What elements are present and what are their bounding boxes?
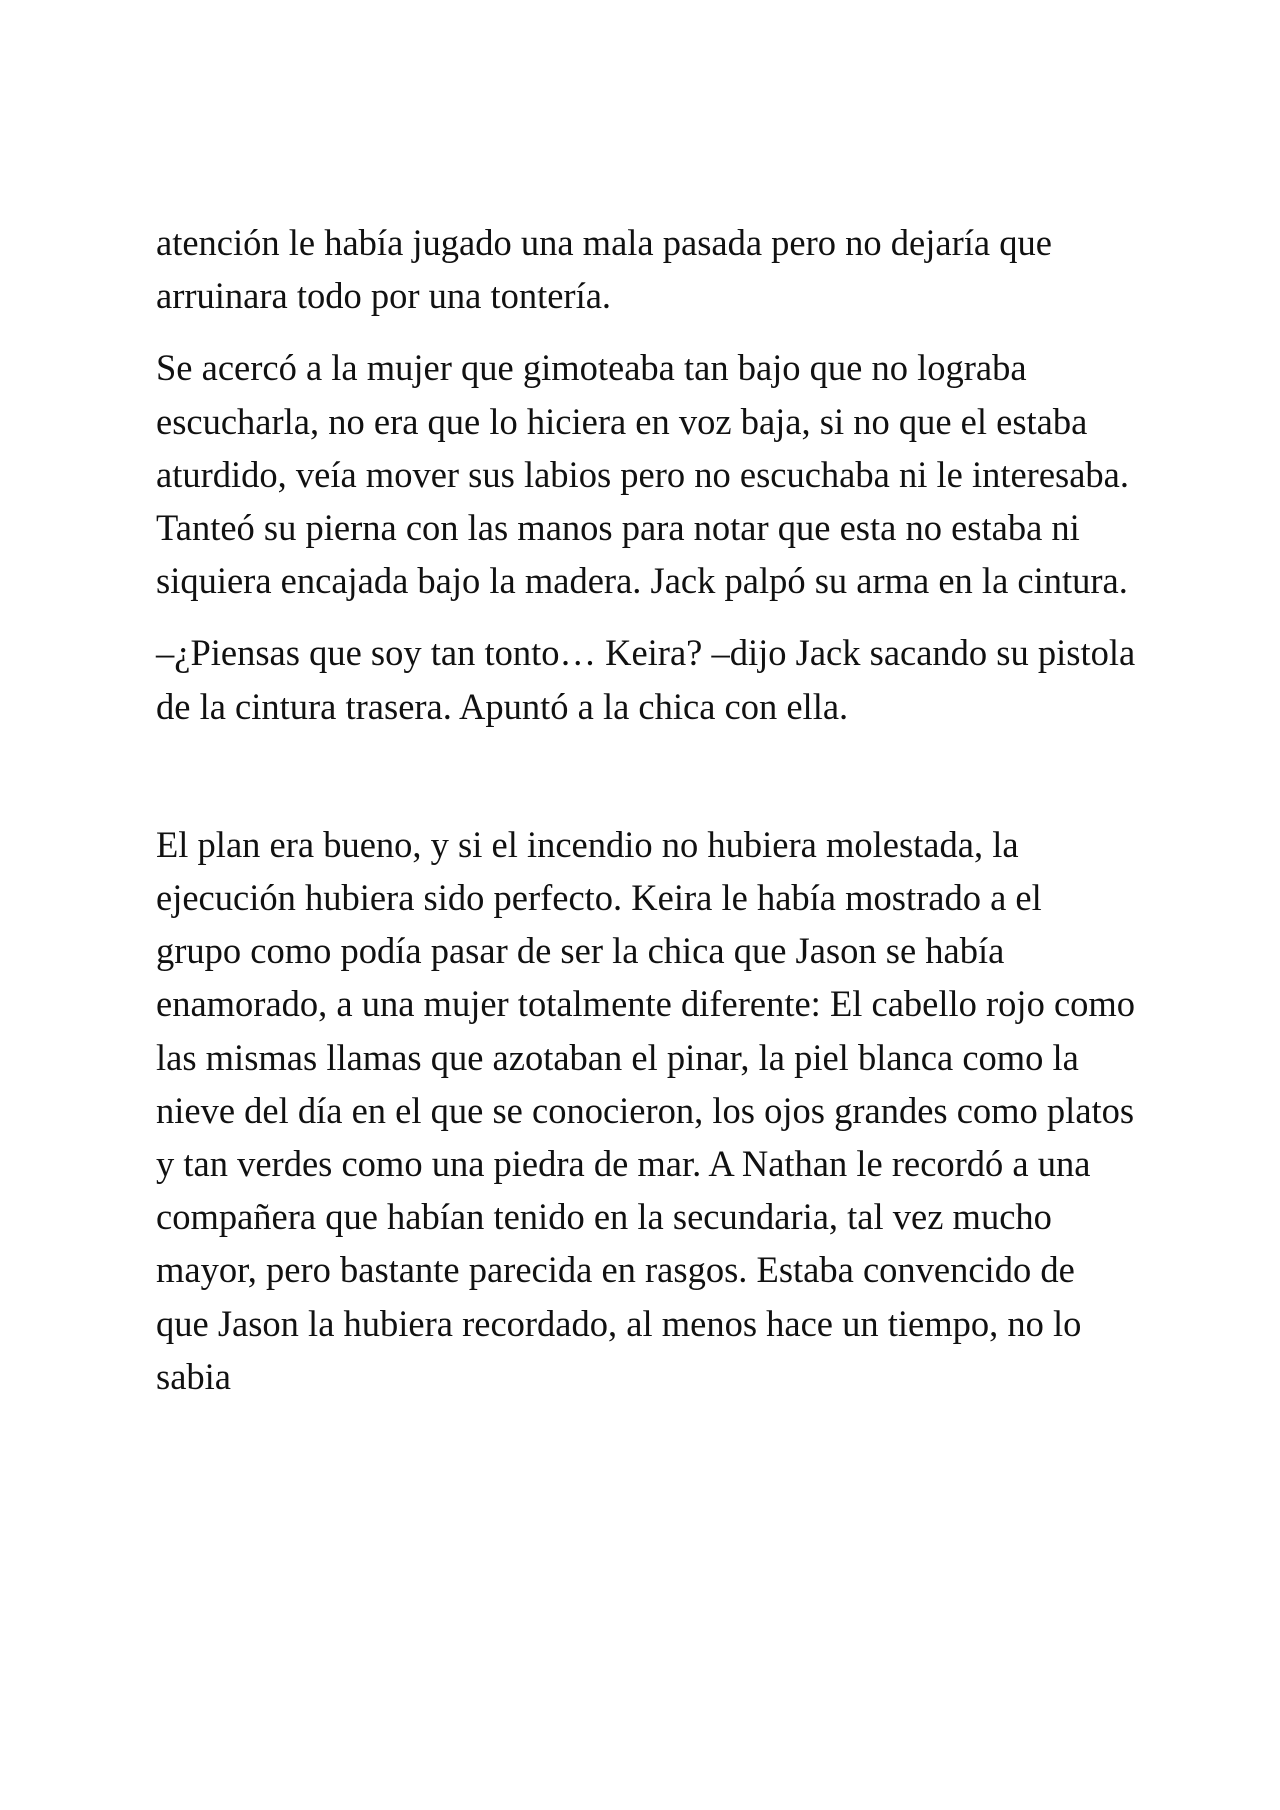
paragraph-continuation: atención le había jugado una mala pasada pero no dejaría que arruinara todo por una tontería. <box>156 222 1052 317</box>
text-column <box>156 216 1136 1422</box>
paragraph-plan: El plan era bueno, y si el incendio no hubiera molestada, la ejecución hubiera sido perfecto. Keira le había mostrado a el grupo como podía pasar de ser la chica que Jason se había enamorado, a una mujer totalmente diferente: El cabello rojo como las mismas llamas que azotaban el pinar, la piel blanca como la nieve del día en el que se conocieron, los ojos grandes como platos y tan verdes como una piedra de mar. A Nathan le recordó a una compañera que habían tenido en la secundaria, tal vez mucho mayor, pero bastante parecida en rasgos. Estaba convencido de que Jason la hubiera recordado, al menos hace un tiempo, no lo sabia <box>156 823 1136 1397</box>
paragraph-woman-approach: Se acercó a la mujer que gimoteaba tan bajo que no lograba escucharla, no era que lo hiciera en voz baja, si no que el estaba aturdido, veía mover sus labios pero no escuchaba ni le interesaba. Tanteó su pierna con las manos para notar que esta no estaba ni siquiera encajada bajo la madera. Jack palpó su arma en la cintura. <box>156 347 1130 602</box>
paragraph-dialogue-jack: –¿Piensas que soy tan tonto… Keira? –dijo Jack sacando su pistola de la cintura trasera. Apuntó a la chica con ella. <box>156 632 1136 727</box>
